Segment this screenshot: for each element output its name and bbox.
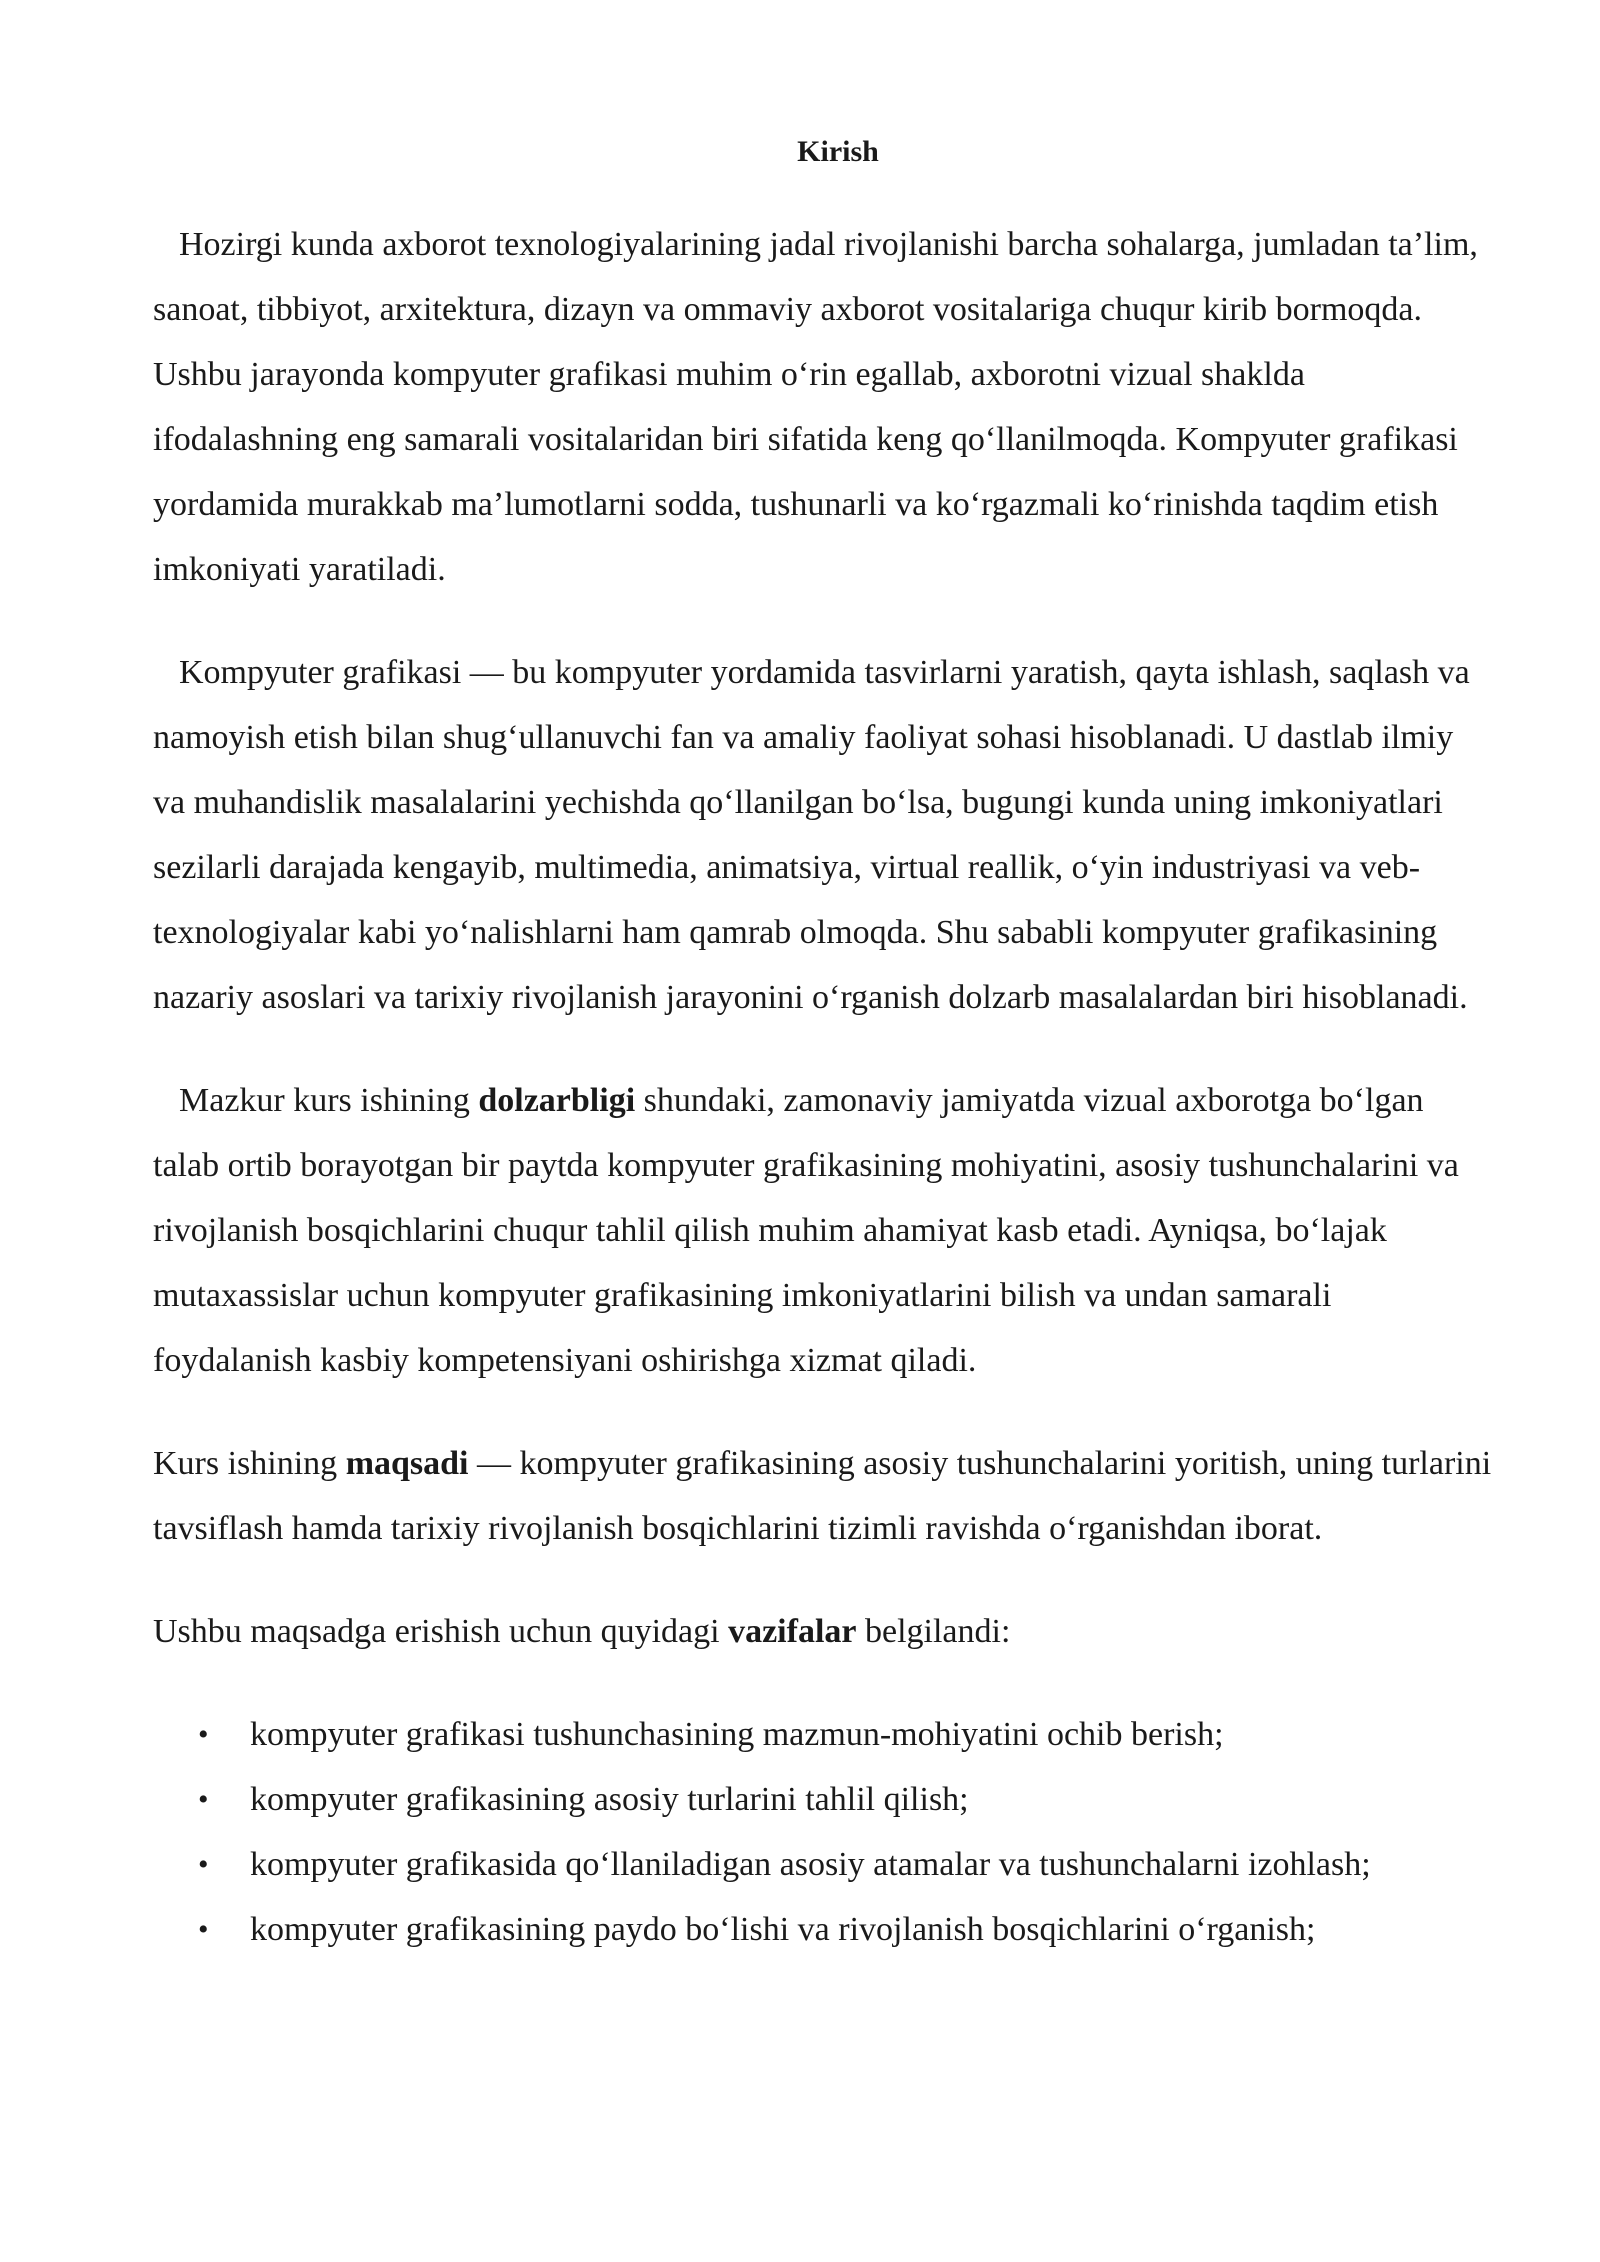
paragraph-tasks-intro bbox=[153, 1599, 1493, 1664]
list-item-text: kompyuter grafikasining asosiy turlarini tahlil qilish; bbox=[250, 1781, 969, 1818]
goal-text-start: Kurs ishining bbox=[153, 1445, 346, 1482]
list-item bbox=[153, 1832, 1493, 1897]
bullet-icon: • bbox=[198, 1848, 209, 1881]
document-body bbox=[153, 132, 1493, 1962]
bullet-icon: • bbox=[198, 1718, 209, 1751]
list-item-text: kompyuter grafikasining paydo bo‘lishi va rivojlanish bosqichlarini o‘rganish; bbox=[250, 1911, 1316, 1948]
paragraph-intro: Hozirgi kunda axborot texnologiyalarining jadal rivojlanishi barcha sohalarga, jumladan ta’lim, sanoat, tibbiyot, arxitektura, dizayn va ommaviy axborot vositalariga chuqur kirib bormoqda. Ushbu jarayonda kompyuter grafikasi muhim o‘rin egallab, axborotni vizual shaklda ifodalashning eng samarali vositalaridan biri sifatida keng qo‘llanilmoqda. Kompyuter grafikasi yordamida murakkab ma’lumotlarni sodda, tushunarli va ko‘rgazmali ko‘rinishda taqdim etish imkoniyati yaratiladi. bbox=[153, 226, 1478, 588]
tasks-list bbox=[153, 1702, 1493, 1962]
list-item bbox=[153, 1702, 1493, 1767]
relevance-text-start: Mazkur kurs ishining bbox=[179, 1082, 479, 1119]
goal-keyword: maqsadi bbox=[345, 1445, 469, 1482]
list-item-text: kompyuter grafikasi tushunchasining mazmun-mohiyatini ochib berish; bbox=[250, 1716, 1224, 1753]
list-item bbox=[153, 1897, 1493, 1962]
goal-text-end: — kompyuter grafikasining asosiy tushunchalarini yoritish, uning turlarini tavsiflash hamda tarixiy rivojlanish bosqichlarini tizimli ravishda o‘rganishdan iborat. bbox=[153, 1445, 1492, 1547]
list-item-text: kompyuter grafikasida qo‘llaniladigan asosiy atamalar va tushunchalarni izohlash; bbox=[250, 1846, 1371, 1883]
bullet-icon: • bbox=[198, 1913, 209, 1946]
tasks-intro-start: Ushbu maqsadga erishish uchun quyidagi bbox=[153, 1613, 729, 1650]
list-item bbox=[153, 1767, 1493, 1832]
bullet-icon: • bbox=[198, 1783, 209, 1816]
tasks-intro-end: belgilandi: bbox=[856, 1613, 1011, 1650]
relevance-keyword: dolzarbligi bbox=[478, 1082, 636, 1119]
page-title: Kirish bbox=[797, 135, 879, 168]
relevance-text-end: shundaki, zamonaviy jamiyatda vizual axborotga bo‘lgan talab ortib borayotgan bir paytda kompyuter grafikasining mohiyatini, asosiy tushunchalarini va rivojlanish bosqichlarini chuqur tahlil qilish muhim ahamiyat kasb etadi. Ayniqsa, bo‘lajak mutaxassislar uchun kompyuter grafikasining imkoniyatlarini bilish va undan samarali foydalanish kasbiy kompetensiyani oshirishga xizmat qiladi. bbox=[153, 1082, 1459, 1379]
tasks-keyword: vazifalar bbox=[728, 1613, 857, 1650]
paragraph-goal bbox=[153, 1431, 1493, 1561]
paragraph-relevance bbox=[153, 1068, 1493, 1393]
paragraph-definition: Kompyuter grafikasi — bu kompyuter yordamida tasvirlarni yaratish, qayta ishlash, saqlash va namoyish etish bilan shug‘ullanuvchi fan va amaliy faoliyat sohasi hisoblanadi. U dastlab ilmiy va muhandislik masalalarini yechishda qo‘llanilgan bo‘lsa, bugungi kunda uning imkoniyatlari sezilarli darajada kengayib, multimedia, animatsiya, virtual reallik, o‘yin industriyasi va veb-texnologiyalar kabi yo‘nalishlarni ham qamrab olmoqda. Shu sababli kompyuter grafikasining nazariy asoslari va tarixiy rivojlanish jarayonini o‘rganish dolzarb masalalardan biri hisoblanadi. bbox=[153, 654, 1470, 1016]
